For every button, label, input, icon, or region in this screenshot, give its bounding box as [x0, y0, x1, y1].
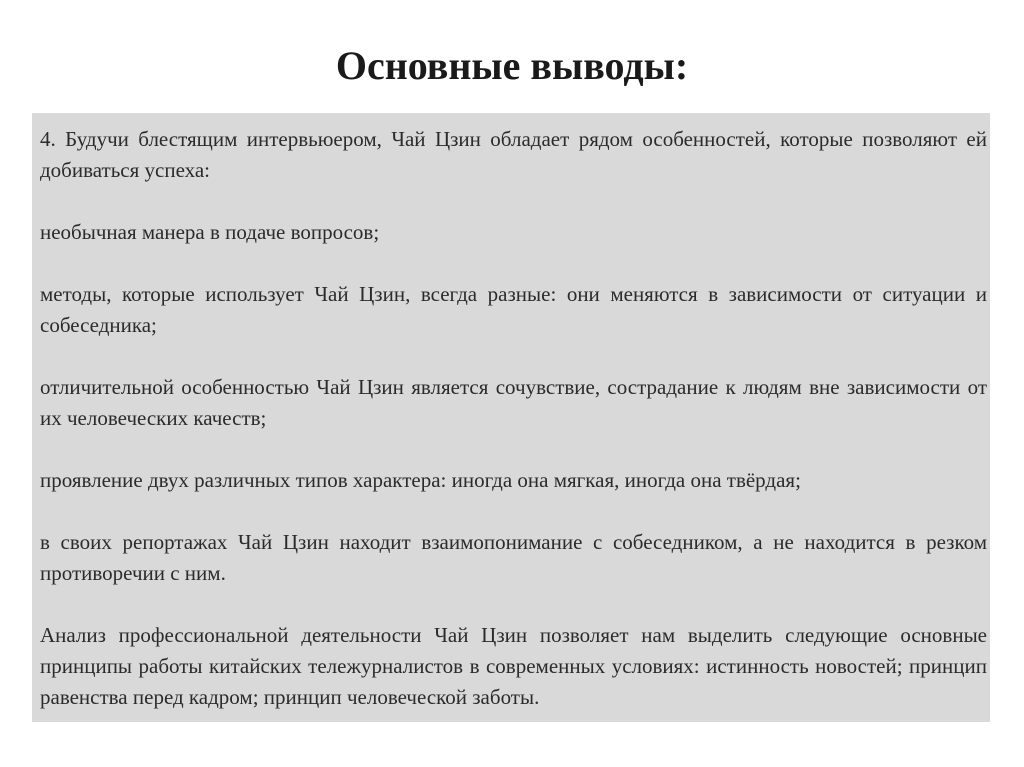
paragraph-analysis: Анализ профессиональной деятельности Чай Цзин позволяет нам выделить следующие основные принципы работы китайских тележурналистов в современных условиях: истинность новостей; принцип равенства перед кадром; принцип человеческой заботы. — [40, 623, 987, 709]
paragraph-compassion: отличительной особенностью Чай Цзин является сочувствие, сострадание к людям вне зависимости от их человеческих качеств; — [40, 375, 987, 430]
paragraph-character-types: проявление двух различных типов характера: иногда она мягкая, иногда она твёрдая; — [40, 468, 801, 492]
content-text-block — [40, 124, 987, 713]
paragraph-mutual-understanding: в своих репортажах Чай Цзин находит взаимопонимание с собеседником, а не находится в резком противоречии с ним. — [40, 530, 987, 585]
slide-title: Основные выводы: — [335, 43, 689, 88]
paragraph-methods: методы, которые использует Чай Цзин, всегда разные: они меняются в зависимости от ситуации и собеседника; — [40, 282, 987, 337]
paragraph-question-manner: необычная манера в подаче вопросов; — [40, 220, 380, 244]
paragraph-intro: 4. Будучи блестящим интервьюером, Чай Цзин обладает рядом особенностей, которые позволяют ей добиваться успеха: — [40, 127, 987, 182]
